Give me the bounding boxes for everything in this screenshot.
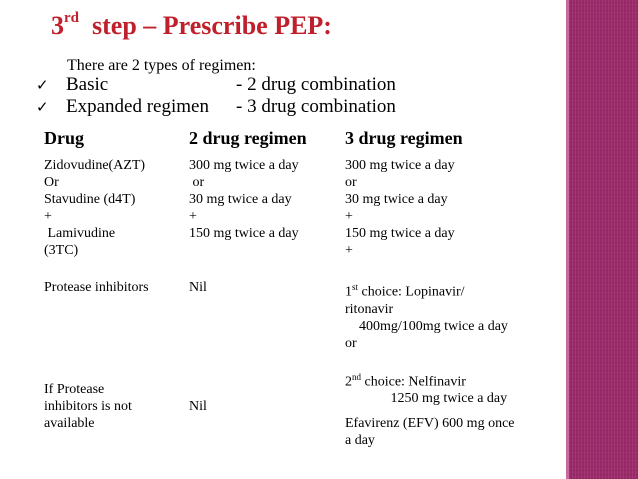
decorative-side-bar bbox=[566, 0, 638, 479]
row2-drug: Protease inhibitors bbox=[44, 280, 149, 295]
row1-three-drug: 300 mg twice a day or 30 mg twice a day + 150 mg twice a day + bbox=[345, 158, 455, 258]
row2-three-drug: 1st choice: Lopinavir/ ritonavir 400mg/100mg twice a day or 2nd choice: Nelfinavir 1250 mg twice a day bbox=[345, 282, 508, 407]
bullet-expanded: ✓ Expanded regimen - 3 drug combination bbox=[36, 96, 396, 117]
header-drug: Drug bbox=[44, 128, 84, 148]
row1-two-drug: 300 mg twice a day or 30 mg twice a day + 150 mg twice a day bbox=[189, 158, 299, 241]
checkmark-icon: ✓ bbox=[36, 100, 49, 116]
row1-drug: Zidovudine(AZT) Or Stavudine (d4T) + Lamivudine (3TC) bbox=[44, 158, 146, 258]
row3-two-drug: Nil bbox=[189, 399, 207, 414]
row3-drug: If Protease inhibitors is not available bbox=[44, 382, 132, 431]
slide-title: 3rd step – Prescribe PEP: bbox=[51, 10, 332, 40]
bullet-basic: ✓ Basic - 2 drug combination bbox=[36, 74, 396, 95]
row2-two-drug: Nil bbox=[189, 280, 207, 295]
header-2-drug: 2 drug regimen bbox=[189, 128, 307, 148]
row3-three-drug: Efavirenz (EFV) 600 mg once a day bbox=[345, 416, 515, 448]
checkmark-icon: ✓ bbox=[36, 78, 49, 94]
intro-text: There are 2 types of regimen: bbox=[67, 57, 256, 74]
header-3-drug: 3 drug regimen bbox=[345, 128, 463, 148]
